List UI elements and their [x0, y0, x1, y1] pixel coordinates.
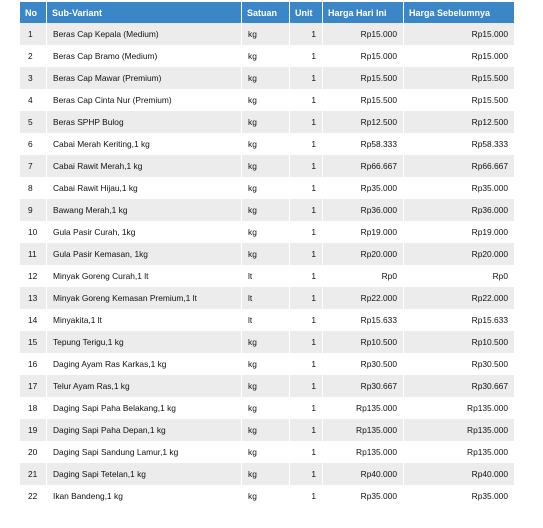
harga-sebelumnya-cell: Rp40.000	[404, 463, 514, 485]
table-row	[20, 485, 514, 507]
table-row	[20, 309, 514, 331]
table-row	[20, 265, 514, 287]
sub-variant-name: Beras SPHP Bulog	[47, 111, 242, 133]
row-number: 1	[20, 23, 47, 45]
sub-variant-name: Gula Pasir Curah, 1kg	[47, 221, 242, 243]
harga-sebelumnya-cell: Rp66.667	[404, 155, 514, 177]
harga-hari-ini-cell: Rp20.000	[323, 243, 404, 265]
satuan-cell: kg	[242, 23, 290, 45]
column-header-unit[interactable]: Unit	[290, 2, 323, 23]
harga-hari-ini-cell: Rp36.000	[323, 199, 404, 221]
sub-variant-name: Telur Ayam Ras,1 kg	[47, 375, 242, 397]
unit-cell: 1	[290, 441, 323, 463]
harga-hari-ini-cell: Rp15.633	[323, 309, 404, 331]
row-number: 15	[20, 331, 47, 353]
row-number: 12	[20, 265, 47, 287]
column-header-no[interactable]: No	[20, 2, 47, 23]
harga-hari-ini-cell: Rp22.000	[323, 287, 404, 309]
harga-sebelumnya-cell: Rp0	[404, 265, 514, 287]
sub-variant-name: Ikan Bandeng,1 kg	[47, 485, 242, 507]
harga-sebelumnya-cell: Rp36.000	[404, 199, 514, 221]
row-number: 7	[20, 155, 47, 177]
unit-cell: 1	[290, 463, 323, 485]
satuan-cell: kg	[242, 199, 290, 221]
harga-hari-ini-cell: Rp0	[323, 265, 404, 287]
price-table	[20, 2, 514, 507]
table-row	[20, 419, 514, 441]
harga-hari-ini-cell: Rp19.000	[323, 221, 404, 243]
satuan-cell: kg	[242, 243, 290, 265]
harga-sebelumnya-cell: Rp19.000	[404, 221, 514, 243]
table-row	[20, 375, 514, 397]
row-number: 19	[20, 419, 47, 441]
unit-cell: 1	[290, 397, 323, 419]
row-number: 9	[20, 199, 47, 221]
harga-hari-ini-cell: Rp135.000	[323, 419, 404, 441]
harga-hari-ini-cell: Rp40.000	[323, 463, 404, 485]
row-number: 2	[20, 45, 47, 67]
unit-cell: 1	[290, 111, 323, 133]
table-row	[20, 441, 514, 463]
unit-cell: 1	[290, 287, 323, 309]
table-row	[20, 397, 514, 419]
satuan-cell: kg	[242, 221, 290, 243]
table-row	[20, 199, 514, 221]
table-row	[20, 23, 514, 45]
unit-cell: 1	[290, 485, 323, 507]
sub-variant-name: Tepung Terigu,1 kg	[47, 331, 242, 353]
table-row	[20, 287, 514, 309]
row-number: 8	[20, 177, 47, 199]
sub-variant-name: Minyakita,1 lt	[47, 309, 242, 331]
satuan-cell: kg	[242, 441, 290, 463]
unit-cell: 1	[290, 23, 323, 45]
sub-variant-name: Minyak Goreng Kemasan Premium,1 lt	[47, 287, 242, 309]
table-row	[20, 155, 514, 177]
harga-sebelumnya-cell: Rp22.000	[404, 287, 514, 309]
sub-variant-name: Beras Cap Bramo (Medium)	[47, 45, 242, 67]
row-number: 14	[20, 309, 47, 331]
harga-sebelumnya-cell: Rp35.000	[404, 177, 514, 199]
table-row	[20, 89, 514, 111]
unit-cell: 1	[290, 221, 323, 243]
table-row	[20, 67, 514, 89]
column-header-harga-hari-ini[interactable]: Harga Hari Ini	[323, 2, 404, 23]
unit-cell: 1	[290, 265, 323, 287]
harga-sebelumnya-cell: Rp10.500	[404, 331, 514, 353]
unit-cell: 1	[290, 353, 323, 375]
harga-sebelumnya-cell: Rp135.000	[404, 441, 514, 463]
harga-sebelumnya-cell: Rp15.500	[404, 67, 514, 89]
harga-hari-ini-cell: Rp30.667	[323, 375, 404, 397]
satuan-cell: lt	[242, 265, 290, 287]
sub-variant-name: Daging Sapi Paha Belakang,1 kg	[47, 397, 242, 419]
harga-sebelumnya-cell: Rp15.000	[404, 23, 514, 45]
column-header-harga-sebelumnya[interactable]: Harga Sebelumnya	[404, 2, 514, 23]
row-number: 6	[20, 133, 47, 155]
sub-variant-name: Cabai Merah Keriting,1 kg	[47, 133, 242, 155]
satuan-cell: kg	[242, 353, 290, 375]
row-number: 20	[20, 441, 47, 463]
harga-hari-ini-cell: Rp135.000	[323, 441, 404, 463]
harga-sebelumnya-cell: Rp12.500	[404, 111, 514, 133]
row-number: 18	[20, 397, 47, 419]
sub-variant-name: Daging Sapi Tetelan,1 kg	[47, 463, 242, 485]
satuan-cell: kg	[242, 45, 290, 67]
satuan-cell: kg	[242, 89, 290, 111]
row-number: 17	[20, 375, 47, 397]
harga-hari-ini-cell: Rp35.000	[323, 485, 404, 507]
harga-sebelumnya-cell: Rp58.333	[404, 133, 514, 155]
row-number: 5	[20, 111, 47, 133]
table-row	[20, 133, 514, 155]
harga-sebelumnya-cell: Rp35.000	[404, 485, 514, 507]
harga-sebelumnya-cell: Rp135.000	[404, 419, 514, 441]
table-row	[20, 221, 514, 243]
sub-variant-name: Daging Ayam Ras Karkas,1 kg	[47, 353, 242, 375]
header-row	[20, 2, 514, 23]
harga-sebelumnya-cell: Rp30.667	[404, 375, 514, 397]
satuan-cell: lt	[242, 287, 290, 309]
unit-cell: 1	[290, 177, 323, 199]
harga-hari-ini-cell: Rp66.667	[323, 155, 404, 177]
harga-hari-ini-cell: Rp15.000	[323, 45, 404, 67]
table-body	[20, 23, 514, 507]
sub-variant-name: Cabai Rawit Merah,1 kg	[47, 155, 242, 177]
satuan-cell: kg	[242, 133, 290, 155]
satuan-cell: kg	[242, 111, 290, 133]
table-header	[20, 2, 514, 23]
column-header-sub-variant[interactable]: Sub-Variant	[47, 2, 242, 23]
unit-cell: 1	[290, 155, 323, 177]
row-number: 16	[20, 353, 47, 375]
sub-variant-name: Cabai Rawit Hijau,1 kg	[47, 177, 242, 199]
sub-variant-name: Beras Cap Mawar (Premium)	[47, 67, 242, 89]
table-row	[20, 45, 514, 67]
row-number: 21	[20, 463, 47, 485]
harga-sebelumnya-cell: Rp15.500	[404, 89, 514, 111]
unit-cell: 1	[290, 243, 323, 265]
table-row	[20, 177, 514, 199]
harga-hari-ini-cell: Rp10.500	[323, 331, 404, 353]
harga-hari-ini-cell: Rp15.000	[323, 23, 404, 45]
unit-cell: 1	[290, 309, 323, 331]
sub-variant-name: Daging Sapi Sandung Lamur,1 kg	[47, 441, 242, 463]
satuan-cell: lt	[242, 309, 290, 331]
unit-cell: 1	[290, 331, 323, 353]
sub-variant-name: Minyak Goreng Curah,1 lt	[47, 265, 242, 287]
harga-sebelumnya-cell: Rp15.633	[404, 309, 514, 331]
unit-cell: 1	[290, 45, 323, 67]
harga-hari-ini-cell: Rp35.000	[323, 177, 404, 199]
harga-sebelumnya-cell: Rp15.000	[404, 45, 514, 67]
table-row	[20, 243, 514, 265]
harga-hari-ini-cell: Rp12.500	[323, 111, 404, 133]
unit-cell: 1	[290, 133, 323, 155]
satuan-cell: kg	[242, 485, 290, 507]
row-number: 22	[20, 485, 47, 507]
table-row	[20, 463, 514, 485]
row-number: 4	[20, 89, 47, 111]
unit-cell: 1	[290, 199, 323, 221]
harga-hari-ini-cell: Rp30.500	[323, 353, 404, 375]
satuan-cell: kg	[242, 375, 290, 397]
row-number: 3	[20, 67, 47, 89]
unit-cell: 1	[290, 419, 323, 441]
harga-sebelumnya-cell: Rp135.000	[404, 397, 514, 419]
table-row	[20, 111, 514, 133]
satuan-cell: kg	[242, 155, 290, 177]
row-number: 11	[20, 243, 47, 265]
unit-cell: 1	[290, 89, 323, 111]
satuan-cell: kg	[242, 397, 290, 419]
satuan-cell: kg	[242, 177, 290, 199]
harga-hari-ini-cell: Rp58.333	[323, 133, 404, 155]
unit-cell: 1	[290, 67, 323, 89]
satuan-cell: kg	[242, 331, 290, 353]
harga-sebelumnya-cell: Rp20.000	[404, 243, 514, 265]
harga-hari-ini-cell: Rp15.500	[323, 67, 404, 89]
column-header-satuan[interactable]: Satuan	[242, 2, 290, 23]
table-row	[20, 331, 514, 353]
satuan-cell: kg	[242, 67, 290, 89]
sub-variant-name: Bawang Merah,1 kg	[47, 199, 242, 221]
harga-hari-ini-cell: Rp135.000	[323, 397, 404, 419]
row-number: 13	[20, 287, 47, 309]
price-table-container	[20, 2, 514, 507]
sub-variant-name: Beras Cap Cinta Nur (Premium)	[47, 89, 242, 111]
sub-variant-name: Beras Cap Kepala (Medium)	[47, 23, 242, 45]
row-number: 10	[20, 221, 47, 243]
unit-cell: 1	[290, 375, 323, 397]
sub-variant-name: Gula Pasir Kemasan, 1kg	[47, 243, 242, 265]
harga-sebelumnya-cell: Rp30.500	[404, 353, 514, 375]
satuan-cell: kg	[242, 463, 290, 485]
table-row	[20, 353, 514, 375]
harga-hari-ini-cell: Rp15.500	[323, 89, 404, 111]
satuan-cell: kg	[242, 419, 290, 441]
sub-variant-name: Daging Sapi Paha Depan,1 kg	[47, 419, 242, 441]
